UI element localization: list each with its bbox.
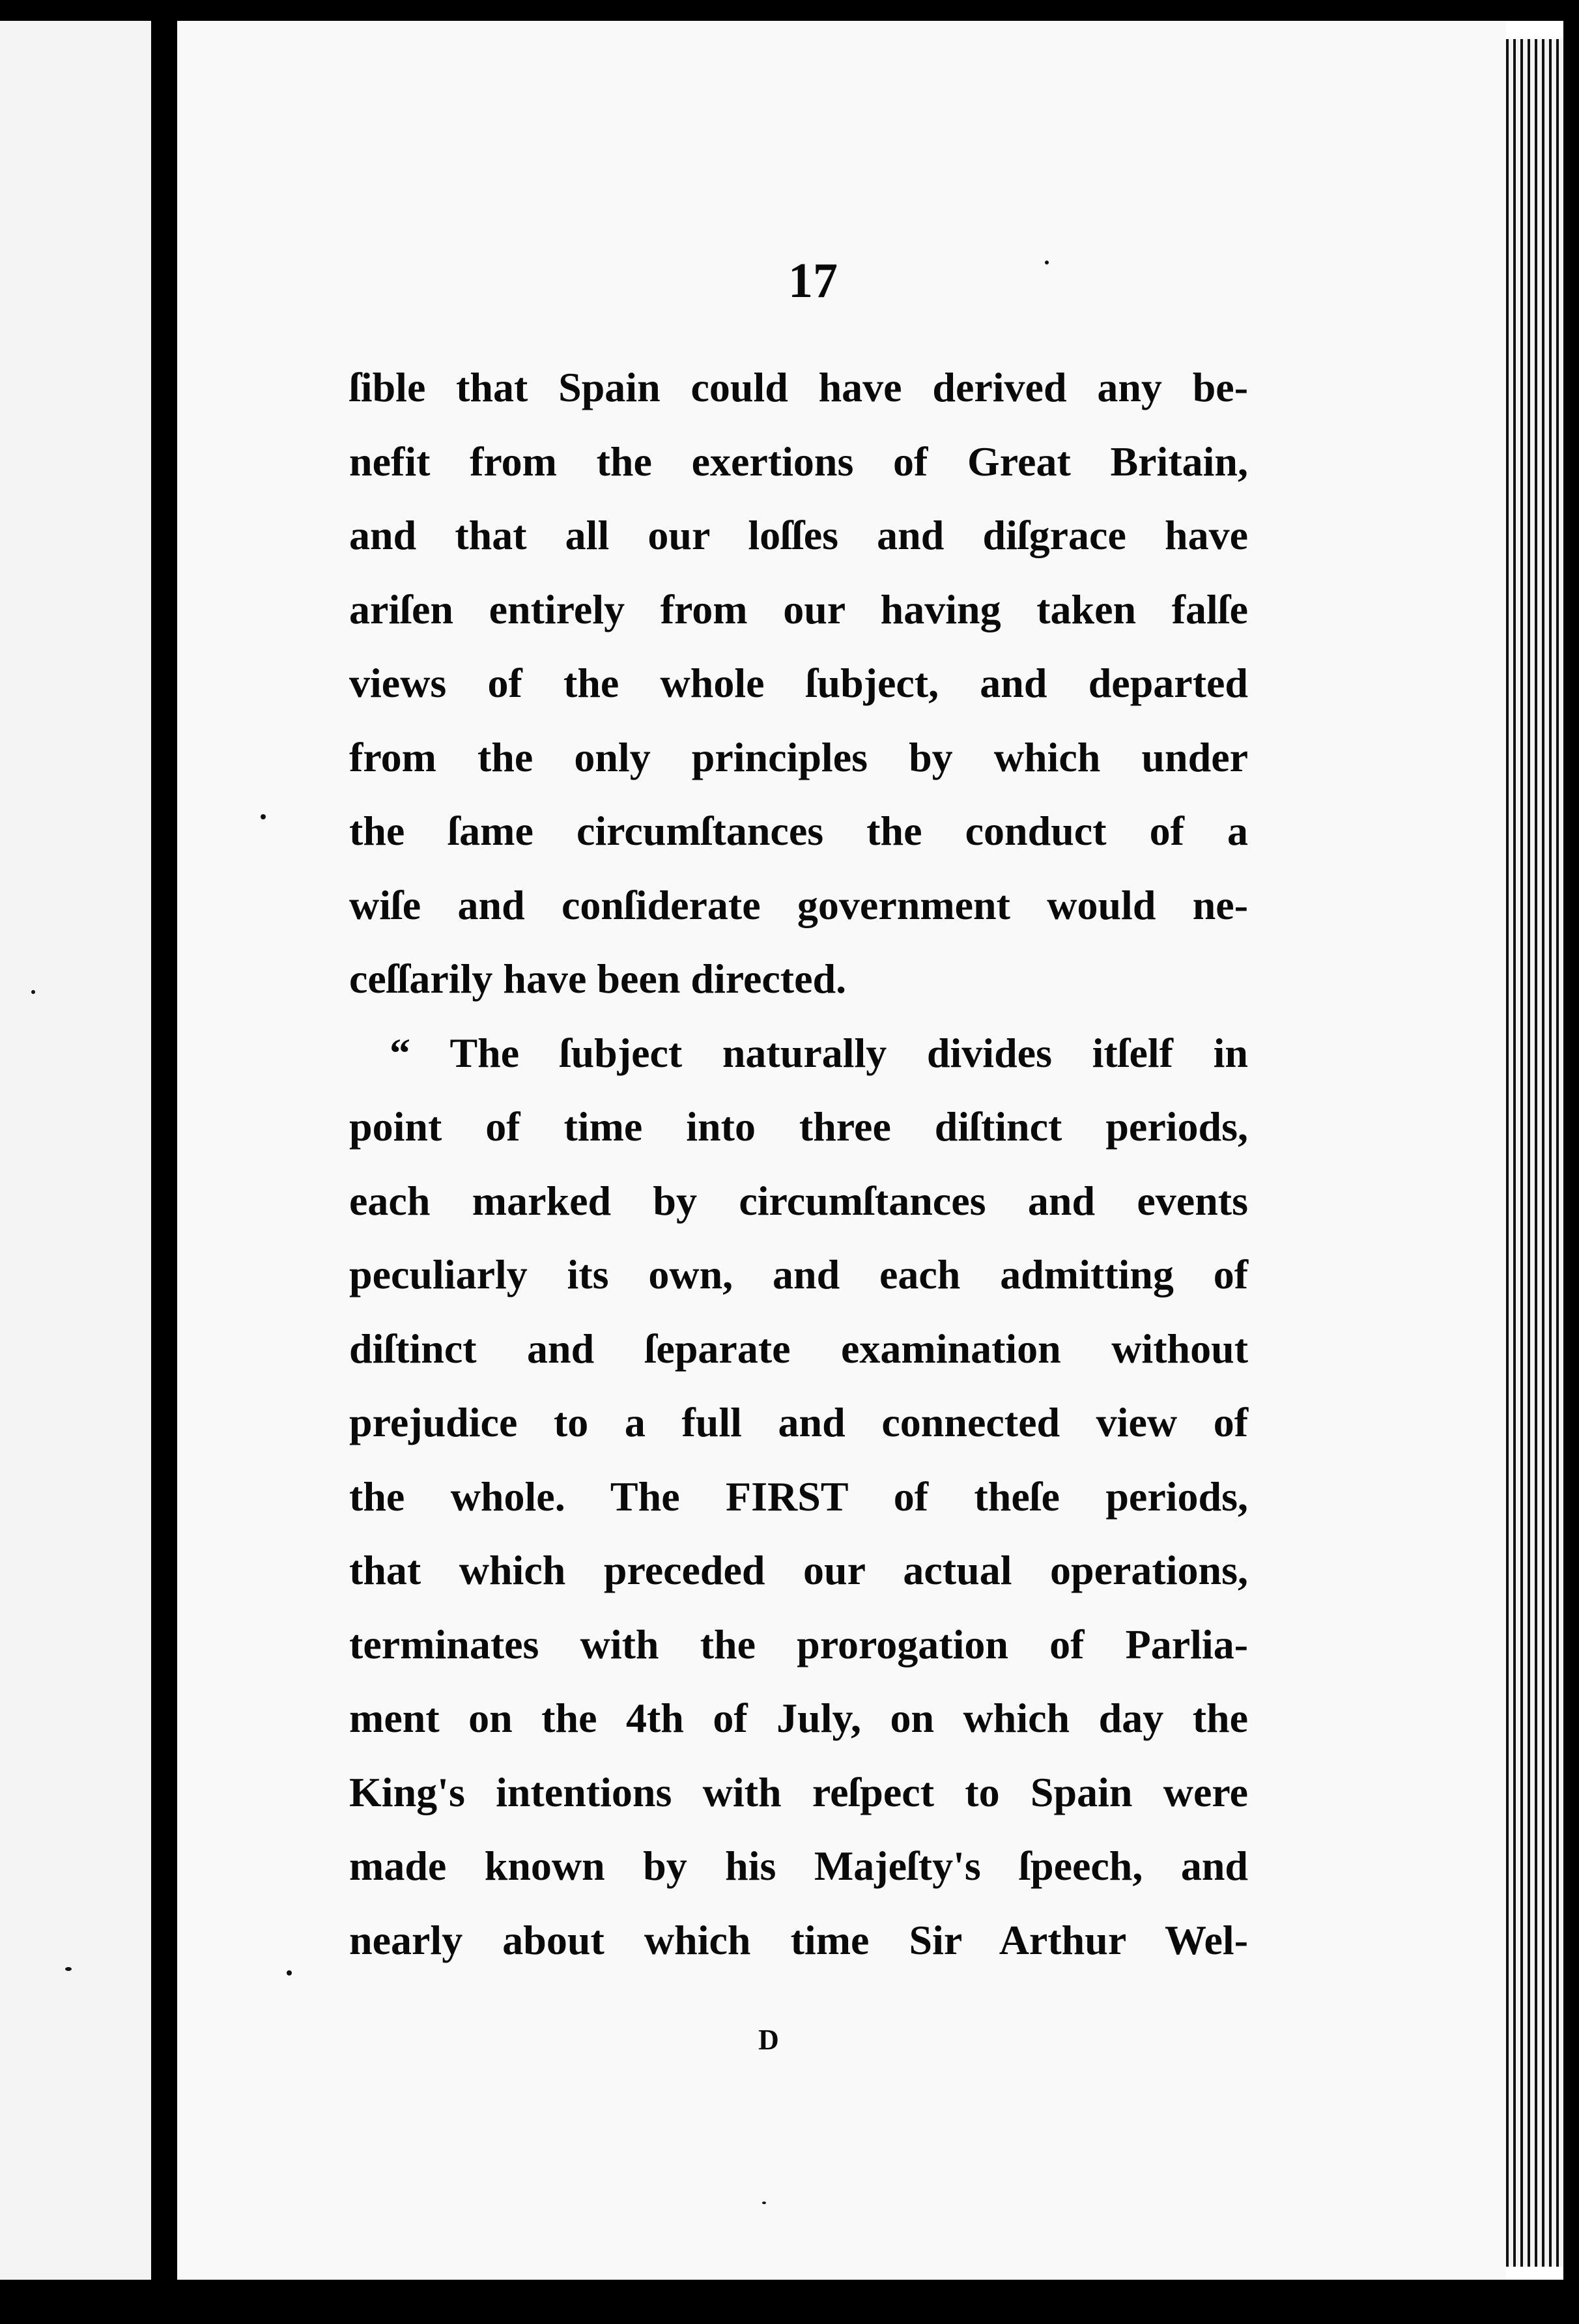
scan-border-right <box>1563 0 1579 2324</box>
text-line: “ The ſubject naturally divides itſelf in <box>390 1029 1248 1076</box>
text-line: the ſame circumſtances the conduct of a <box>349 808 1248 854</box>
text-line: terminates with the prorogation of Parlia- <box>349 1621 1248 1667</box>
text-line: that which preceded our actual operations, <box>349 1547 1248 1593</box>
text-line: nearly about which time Sir Arthur Wel- <box>349 1916 1248 1963</box>
text-line: views of the whole ſubject, and departed <box>349 660 1248 706</box>
book-gutter <box>151 0 177 2324</box>
text-line: King's intentions with reſpect to Spain were <box>349 1768 1248 1815</box>
ink-speck <box>1045 261 1049 264</box>
ink-speck <box>261 814 266 819</box>
body-text <box>349 350 1248 1977</box>
ink-speck <box>31 990 35 994</box>
signature-mark: D <box>758 2024 779 2056</box>
text-line: ment on the 4th of July, on which day the <box>349 1695 1248 1741</box>
scan-border-bottom <box>0 2280 1579 2324</box>
text-line: ceſſarily have been directed. <box>349 956 847 1002</box>
text-line: from the only principles by which under <box>349 733 1248 780</box>
text-line: ariſen entirely from our having taken falſe <box>349 586 1248 632</box>
text-line: wiſe and conſiderate government would ne- <box>349 881 1248 928</box>
text-line: each marked by circumſtances and events <box>349 1177 1248 1224</box>
text-line: and that all our loſſes and diſgrace have <box>349 512 1248 558</box>
text-line: made known by his Majeſty's ſpeech, and <box>349 1843 1248 1889</box>
scan-border-top <box>0 0 1579 21</box>
text-line: the whole. The FIRST of theſe periods, <box>349 1473 1248 1520</box>
text-line: peculiarly its own, and each admitting of <box>349 1251 1248 1297</box>
text-line: nefit from the exertions of Great Britain, <box>349 438 1248 485</box>
ink-speck <box>287 1970 292 1976</box>
text-line: prejudice to a full and connected view of <box>349 1399 1248 1445</box>
page-number: 17 <box>788 253 838 308</box>
facing-page-edge <box>0 21 151 2281</box>
ink-speck <box>762 2202 766 2204</box>
text-line: point of time into three diſtinct periods, <box>349 1103 1248 1150</box>
text-line: ſible that Spain could have derived any be- <box>349 364 1248 410</box>
text-line: diſtinct and ſeparate examination without <box>349 1325 1248 1372</box>
ink-speck <box>65 1967 72 1971</box>
